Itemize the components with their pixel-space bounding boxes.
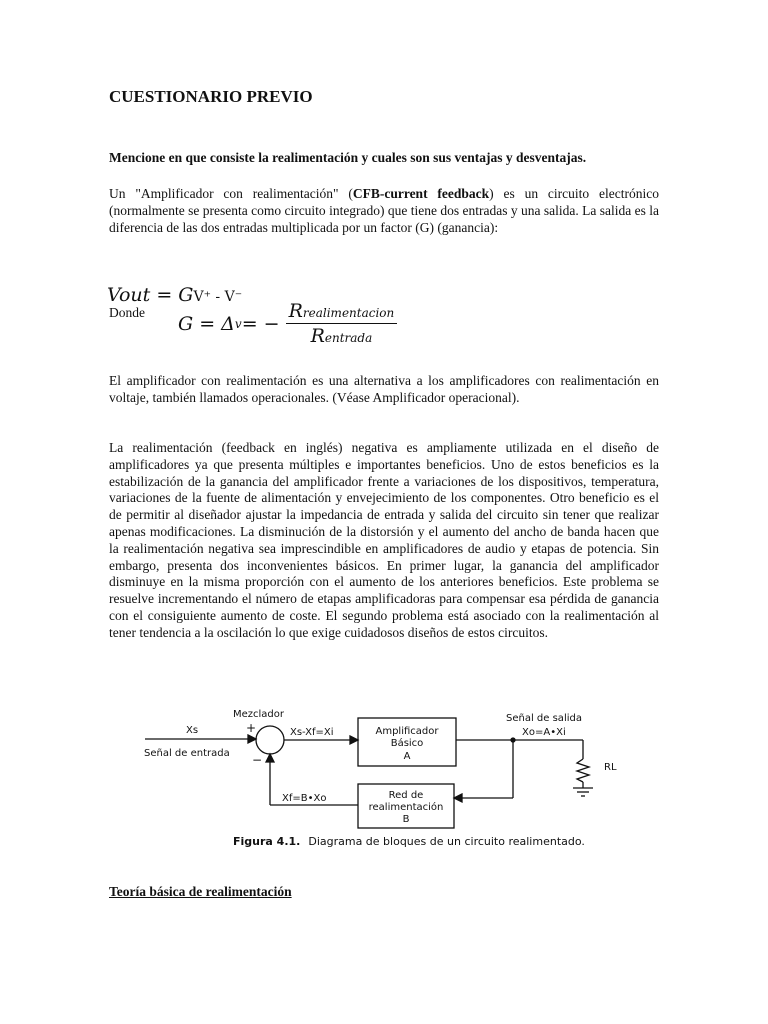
amp-arrow [350,736,358,744]
rl-label: RL [604,762,617,773]
equation-vout-lhs: Vout = G [107,284,194,306]
equation-gain-lhs: G = Δ [178,312,235,335]
amp-label-3: A [403,751,411,762]
feedback-block-diagram [140,704,620,832]
mixer-circle [256,726,284,754]
feedback-arrow [454,794,462,802]
para1-bold: CFB-current feedback [352,186,490,201]
para1-after: ) es un circuito electrónico (normalmente se presenta como circuito integrado) que tiene dos entradas y una salida. La salida es la diferencia de las dos entradas multiplicada por un factor (G) (ganancia): [109,186,659,235]
feedback-label-3: B [402,814,410,825]
figure-caption-text: Diagrama de bloques de un circuito realimentado. [308,835,585,848]
equation-gain-eq: = − [241,312,280,335]
numerator-sub: realimentacion [302,306,395,320]
question-heading: Mencione en que consiste la realimentación y cuales son sus ventajas y desventajas. [109,150,587,165]
input-arrow [248,735,256,743]
equation-gain-sub: v [234,316,242,331]
amp-label-1: Amplificador [375,726,439,737]
feedback-label-2: realimentación [368,802,444,813]
feedback-up-arrow [266,754,274,762]
page-title: CUESTIONARIO PREVIO [109,87,313,106]
denominator-sub: entrada [324,331,373,345]
fraction-numerator [286,300,398,324]
figure-caption-label: Figura 4.1. [233,835,301,848]
xs-label: Xs [186,725,199,736]
figure-caption [233,835,585,848]
equation-vout-rhs: V⁺ - V⁻ [193,289,243,305]
plus-sign: + [246,721,257,735]
xo-label: Xo=A•Xi [522,727,566,738]
denominator-r: R [310,325,325,347]
minus-sign: − [252,753,263,767]
numerator-r: R [288,300,303,322]
paragraph-intro [109,186,659,236]
gain-fraction [286,300,398,347]
equation-gain [178,300,397,347]
section-heading: Teoría básica de realimentación [109,884,292,899]
donde-label: Donde [109,305,145,320]
xf-label: Xf=B•Xo [282,793,327,804]
resistor-rl [577,759,589,782]
fraction-denominator [311,324,373,347]
mixer-label: Mezclador [233,709,285,720]
amp-label-2: Básico [390,738,424,749]
output-signal-label: Señal de salida [506,713,582,724]
para1-before: Un "Amplificador con realimentación" ( [109,186,353,201]
paragraph-benefits: La realimentación (feedback en inglés) negativa es ampliamente utilizada en el diseño de amplificadores ya que presenta múltiples e importantes beneficios. Uno de estos beneficios es la estabilización de la ganancia del amplificador frente a variaciones de los dispositivos, temperatura, variaciones de la fuente de alimentación y envejecimiento de los componentes. Otro beneficio es el de permitir al diseñador ajustar la impedancia de entrada y salida del circuito sin tener que realizar apenas modificaciones. La disminución de la distorsión y el aumento del ancho de banda hacen que la realimentación negativa sea imprescindible en amplificadores de audio y etapas de potencia. Sin embargo, presenta dos inconvenientes básicos. En primer lugar, la ganancia del amplificador disminuye en la misma proporción con el aumento de los anteriores beneficios. Este problema se resuelve incrementando el número de etapas amplificadoras para compensar esa pérdida de ganancia con el consiguiente aumento de coste. El segundo problema está asociado con la realimentación al tener tendencia a la oscilación lo que exige cuidadosos diseños de estos circuitos. [109,440,659,640]
feedback-label-1: Red de [388,790,424,801]
error-signal-label: Xs-Xf=Xi [290,727,334,738]
input-signal-label: Señal de entrada [144,748,230,759]
paragraph-alternative: El amplificador con realimentación es una alternativa a los amplificadores con realimentación en voltaje, también llamados operacionales. (Véase Amplificador operacional). [109,373,659,405]
